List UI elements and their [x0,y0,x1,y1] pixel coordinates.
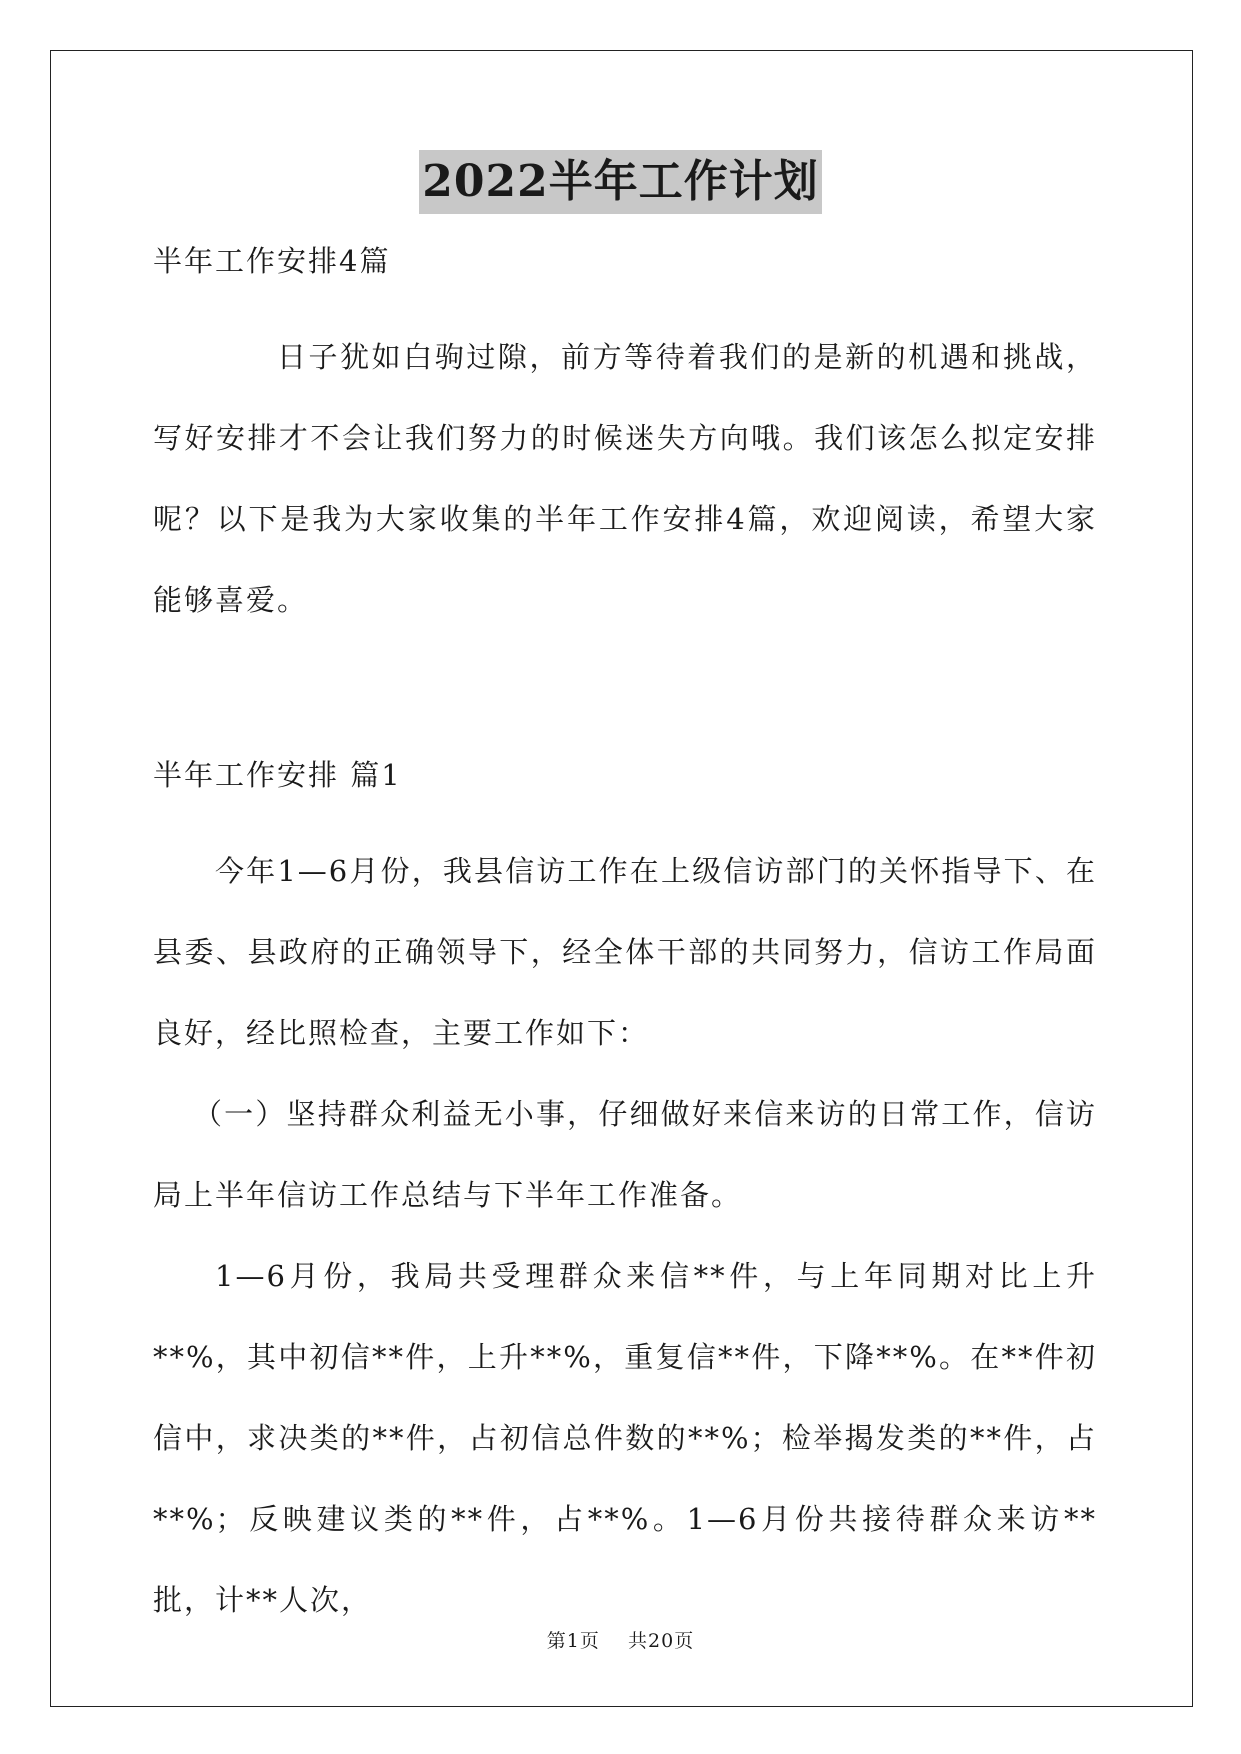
document-body [153,235,1097,1641]
body-paragraph-3: 1—6月份，我局共受理群众来信**件，与上年同期对比上升**%，其中初信**件，上升**%，重复信**件，下降**%。在**件初信中，求决类的**件，占初信总件数的**%；检举揭发类的**件，占**%；反映建议类的**件，占**%。1—6月份共接待群众来访**批，计**人次， [153,1259,1097,1617]
body-paragraph-2: （一）坚持群众利益无小事，仔细做好来信来访的日常工作，信访局上半年信访工作总结与下半年工作准备。 [153,1097,1097,1212]
page-number-footer: 第1页 共20页 [546,1630,695,1652]
document-title: 2022半年工作计划 [419,150,821,214]
intro-paragraph: 日子犹如白驹过隙，前方等待着我们的是新的机遇和挑战，写好安排才不会让我们努力的时候迷失方向哦。我们该怎么拟定安排呢？以下是我为大家收集的半年工作安排4篇，欢迎阅读，希望大家能够喜爱。 [153,340,1097,617]
body-paragraph-1: 今年1—6月份，我县信访工作在上级信访部门的关怀指导下、在县委、县政府的正确领导下，经全体干部的共同努力，信访工作局面良好，经比照检查，主要工作如下： [153,854,1097,1050]
document-subtitle: 半年工作安排4篇 [153,244,391,278]
title-wrap [0,150,1241,214]
section-heading: 半年工作安排 篇1 [153,758,402,792]
